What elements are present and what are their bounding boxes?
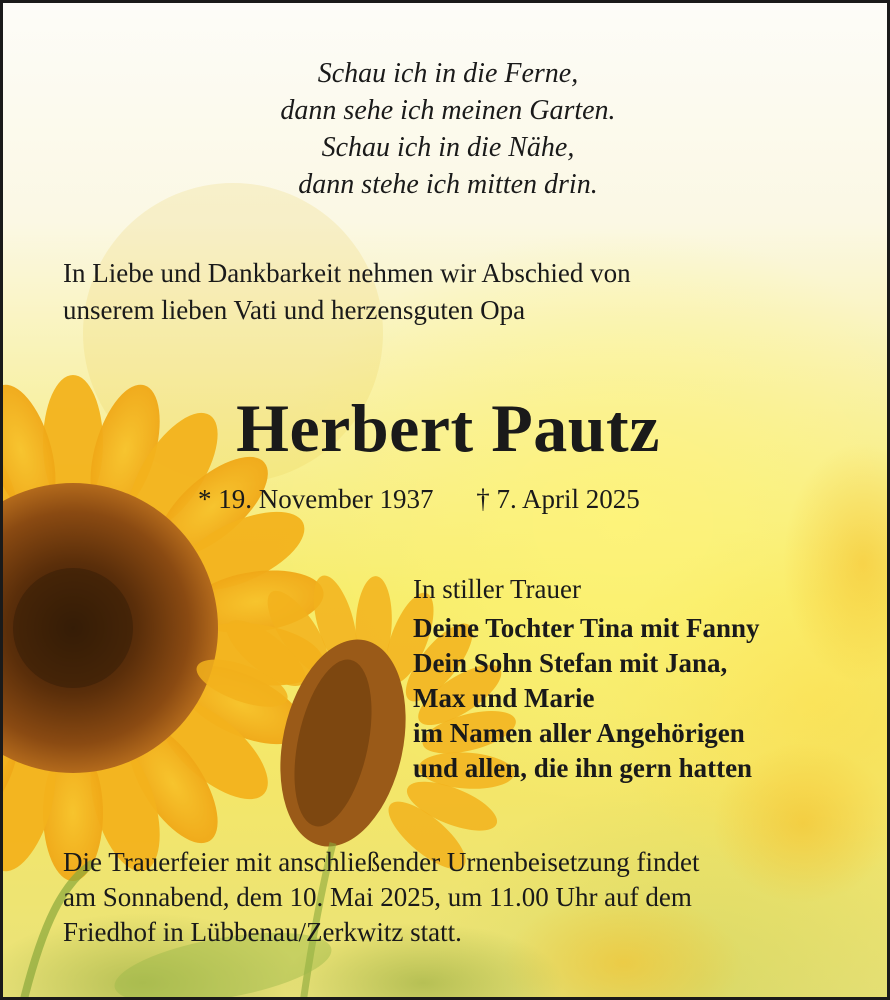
funeral-line: Friedhof in Lübbenau/Zerkwitz statt. xyxy=(63,917,462,947)
poem-line: Schau ich in die Nähe, xyxy=(321,132,575,163)
death-date: † 7. April 2025 xyxy=(476,484,640,514)
mourning-label: In stiller Trauer xyxy=(413,574,581,604)
mourner-line: und allen, die ihn gern hatten xyxy=(413,753,753,783)
poem-line: dann sehe ich meinen Garten. xyxy=(280,95,616,126)
poem xyxy=(3,55,890,203)
mourner-line: Max und Marie xyxy=(413,683,595,713)
intro-line: unserem lieben Vati und herzensguten Opa xyxy=(63,295,526,325)
mourner-line: Deine Tochter Tina mit Fanny xyxy=(413,613,760,643)
poem-line: Schau ich in die Ferne, xyxy=(317,58,579,89)
funeral-line: Die Trauerfeier mit anschließender Urnenbeisetzung findet xyxy=(63,847,700,877)
birth-date: * 19. November 1937 xyxy=(198,484,434,514)
intro-text xyxy=(63,255,843,329)
funeral-line: am Sonnabend, dem 10. Mai 2025, um 11.00 Uhr auf dem xyxy=(63,882,692,912)
mourners-block xyxy=(413,571,853,786)
funeral-info xyxy=(63,845,843,950)
poem-line: dann stehe ich mitten drin. xyxy=(298,169,598,200)
mourner-line: im Namen aller Angehörigen xyxy=(413,718,745,748)
life-dates xyxy=(198,481,640,517)
intro-line: In Liebe und Dankbarkeit nehmen wir Abschied von xyxy=(63,258,631,288)
deceased-name: Herbert Pautz xyxy=(236,390,660,466)
mourner-line: Dein Sohn Stefan mit Jana, xyxy=(413,648,728,678)
